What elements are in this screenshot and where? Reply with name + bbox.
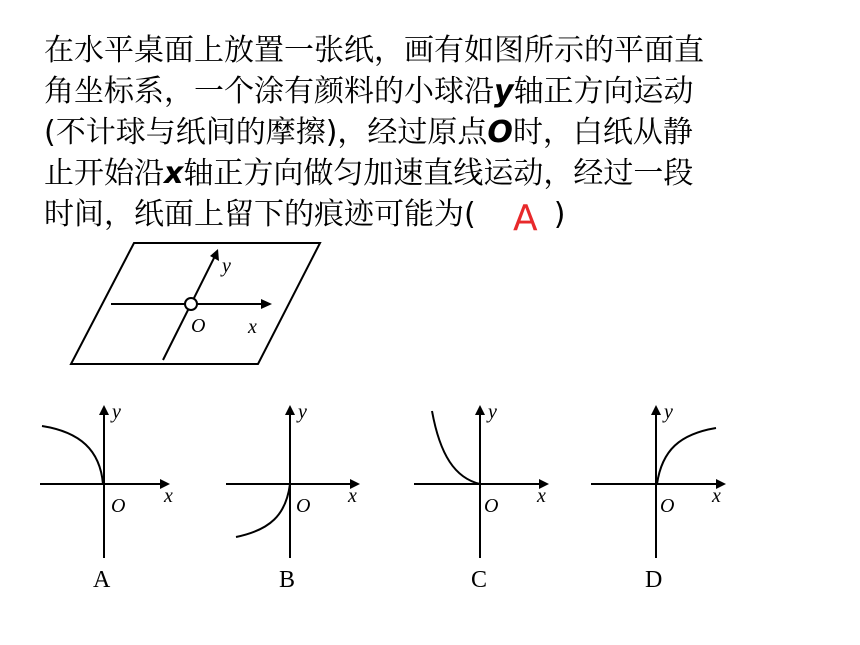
option-a-figure (40, 405, 170, 558)
option-d-y-arrow (651, 405, 661, 415)
question-text-segment: 轴正方向做匀加速直线运动，经过一段 (183, 156, 694, 191)
main-x-arrow (261, 299, 272, 309)
main-x-label: x (248, 316, 257, 338)
question-text-segment: 在水平桌面上放置一张纸，画有如图所示的平面直 (44, 33, 704, 68)
option-c-figure (414, 405, 549, 558)
option-a-label: A (93, 567, 111, 593)
option-c-y-label: y (488, 401, 497, 423)
option-b-y-label: y (298, 401, 307, 423)
option-c-y-arrow (475, 405, 485, 415)
ball-circle (185, 298, 197, 310)
question-text-segment: 时间，纸面上留下的痕迹可能为( (44, 197, 476, 232)
question-text-segment: (不计球与纸间的摩擦)，经过原点 (44, 115, 488, 150)
option-d-x-label: x (712, 485, 721, 507)
option-c-origin-label: O (484, 495, 499, 517)
main-figure (71, 243, 320, 364)
option-a-x-label: x (164, 485, 173, 507)
option-d-trace (657, 428, 716, 484)
option-a-y-arrow (99, 405, 109, 415)
question-text-segment: 角坐标系，一个涂有颜料的小球沿 (44, 74, 494, 109)
option-d-origin-label: O (660, 495, 675, 517)
option-a-origin-label: O (111, 495, 126, 517)
option-a-trace (42, 426, 103, 484)
answer-mark: A (513, 198, 538, 239)
main-y-label: y (222, 255, 231, 277)
option-d-figure (591, 405, 726, 558)
question-text-segment: 时，白纸从静 (512, 115, 693, 150)
variable-o: O (487, 115, 513, 150)
option-b-x-label: x (348, 485, 357, 507)
question-text-segment: 轴正方向运动 (513, 74, 694, 109)
option-b-y-arrow (285, 405, 295, 415)
main-origin-label: O (191, 315, 206, 337)
question-text-segment: 止开始沿 (44, 156, 164, 191)
option-b-trace (236, 484, 290, 537)
question-text-segment: ) (553, 197, 566, 232)
option-d-label: D (645, 567, 663, 593)
option-b-origin-label: O (296, 495, 311, 517)
option-c-label: C (471, 567, 488, 593)
option-d-y-label: y (664, 401, 673, 423)
option-b-label: B (279, 567, 296, 593)
option-b-figure (226, 405, 360, 558)
variable-x: x (164, 156, 184, 191)
option-a-y-label: y (112, 401, 121, 423)
option-c-x-label: x (537, 485, 546, 507)
variable-y: y (494, 74, 514, 109)
option-c-trace (432, 411, 480, 484)
